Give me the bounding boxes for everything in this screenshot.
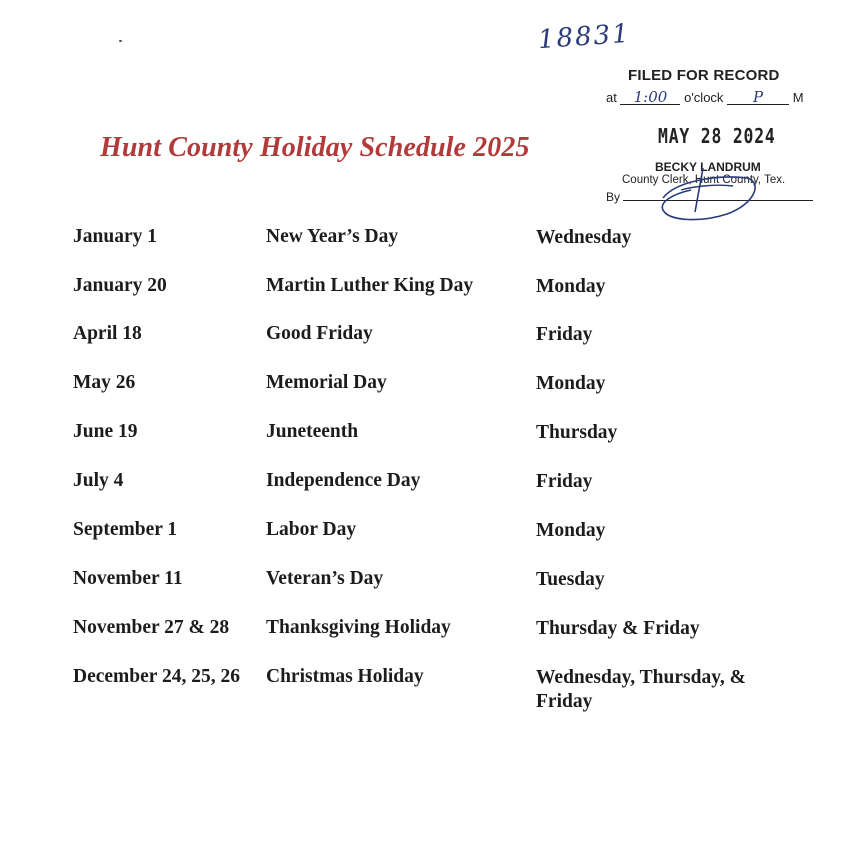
holiday-weekday: Tuesday — [536, 569, 605, 590]
stamp-title: FILED FOR RECORD — [628, 67, 780, 84]
stamp-date: MAY 28 2024 — [658, 124, 776, 148]
stamp-oclock-label: o'clock — [684, 90, 724, 105]
holiday-weekday: Friday — [536, 324, 593, 345]
holiday-date: September 1 — [73, 519, 178, 540]
holiday-name: Martin Luther King Day — [266, 275, 474, 296]
holiday-date: April 18 — [73, 323, 142, 344]
holiday-name: Veteran’s Day — [266, 568, 384, 589]
holiday-date: January 1 — [73, 226, 157, 247]
holiday-date: November 27 & 28 — [73, 617, 230, 638]
stamp-m-label: M — [792, 90, 804, 105]
holiday-date: May 26 — [73, 372, 136, 393]
holiday-date: December 24, 25, 26 — [73, 666, 240, 687]
holiday-weekday: Thursday — [536, 422, 618, 443]
stamp-clerk-office: County Clerk, Hunt County, Tex. — [622, 174, 786, 186]
holiday-weekday: Wednesday, Thursday, & Friday — [536, 667, 746, 712]
holiday-date: November 11 — [73, 568, 183, 589]
holiday-date: July 4 — [73, 470, 124, 491]
holiday-name: Good Friday — [266, 323, 373, 344]
holiday-weekday: Thursday & Friday — [536, 618, 700, 639]
holiday-date: June 19 — [73, 421, 138, 442]
holiday-name: Labor Day — [266, 519, 357, 540]
stamp-by-label: By — [606, 190, 621, 204]
stamp-at-label: at — [606, 90, 617, 105]
holiday-name: New Year’s Day — [266, 226, 399, 247]
holiday-name: Christmas Holiday — [266, 666, 424, 687]
stamp-clerk-name: BECKY LANDRUM — [655, 160, 761, 174]
handwritten-document-number: 18831 — [537, 18, 632, 56]
holiday-name: Independence Day — [266, 470, 421, 491]
holiday-weekday: Monday — [536, 373, 606, 394]
holiday-weekday: Monday — [536, 276, 606, 297]
stamp-time-handwritten: 1:00 — [633, 88, 668, 106]
holiday-name: Juneteenth — [266, 421, 359, 442]
holiday-name: Thanksgiving Holiday — [266, 617, 451, 638]
document-title: Hunt County Holiday Schedule 2025 — [100, 132, 530, 163]
stamp-ampm-handwritten: P — [753, 88, 764, 106]
holiday-weekday: Monday — [536, 520, 606, 541]
holiday-weekday: Friday — [536, 471, 593, 492]
holiday-name: Memorial Day — [266, 372, 387, 393]
holiday-date: January 20 — [73, 275, 167, 296]
holiday-weekday: Wednesday — [536, 227, 632, 248]
